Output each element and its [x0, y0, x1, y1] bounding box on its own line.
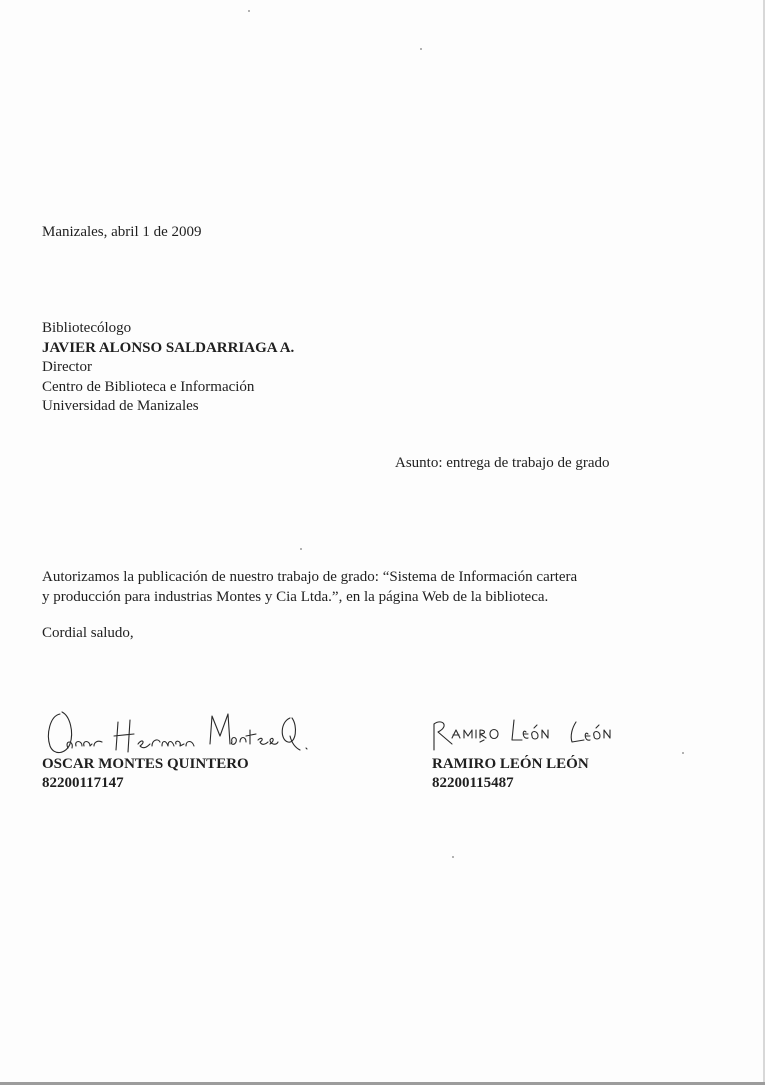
- body-line-2: y producción para industrias Montes y Cia Ltda.”, en la página Web de la biblioteca.: [42, 588, 549, 605]
- recipient-institution: Universidad de Manizales: [42, 398, 199, 414]
- scan-speck: [452, 856, 454, 858]
- body-line-1: Autorizamos la publicación de nuestro trabajo de grado: “Sistema de Información cartera: [42, 569, 578, 585]
- signature-oscar-montes: [44, 700, 314, 760]
- date-line: Manizales, abril 1 de 2009: [42, 224, 202, 240]
- scan-speck: [420, 48, 422, 50]
- signatory-name: RAMIRO LEÓN LEÓN: [432, 756, 589, 772]
- subject-line: Asunto: entrega de trabajo de grado: [395, 455, 610, 471]
- signatory-id: 82200117147: [42, 775, 124, 791]
- recipient-department: Centro de Biblioteca e Información: [42, 378, 255, 395]
- signatory-ramiro: [432, 755, 589, 793]
- signatory-oscar: [42, 755, 249, 793]
- recipient-address-block: [42, 319, 294, 417]
- letter-body: [42, 568, 577, 607]
- signatory-name: OSCAR MONTES QUINTERO: [42, 756, 249, 772]
- signatory-id: 82200115487: [432, 775, 514, 791]
- recipient-name: JAVIER ALONSO SALDARRIAGA A.: [42, 339, 295, 356]
- scan-speck: [248, 10, 250, 12]
- closing-line: Cordial saludo,: [42, 625, 134, 641]
- recipient-title: Bibliotecólogo: [42, 320, 132, 336]
- scan-speck: [300, 548, 302, 550]
- recipient-position: Director: [42, 359, 92, 375]
- signature-ramiro-leon: [426, 710, 646, 756]
- scan-speck: [682, 752, 684, 754]
